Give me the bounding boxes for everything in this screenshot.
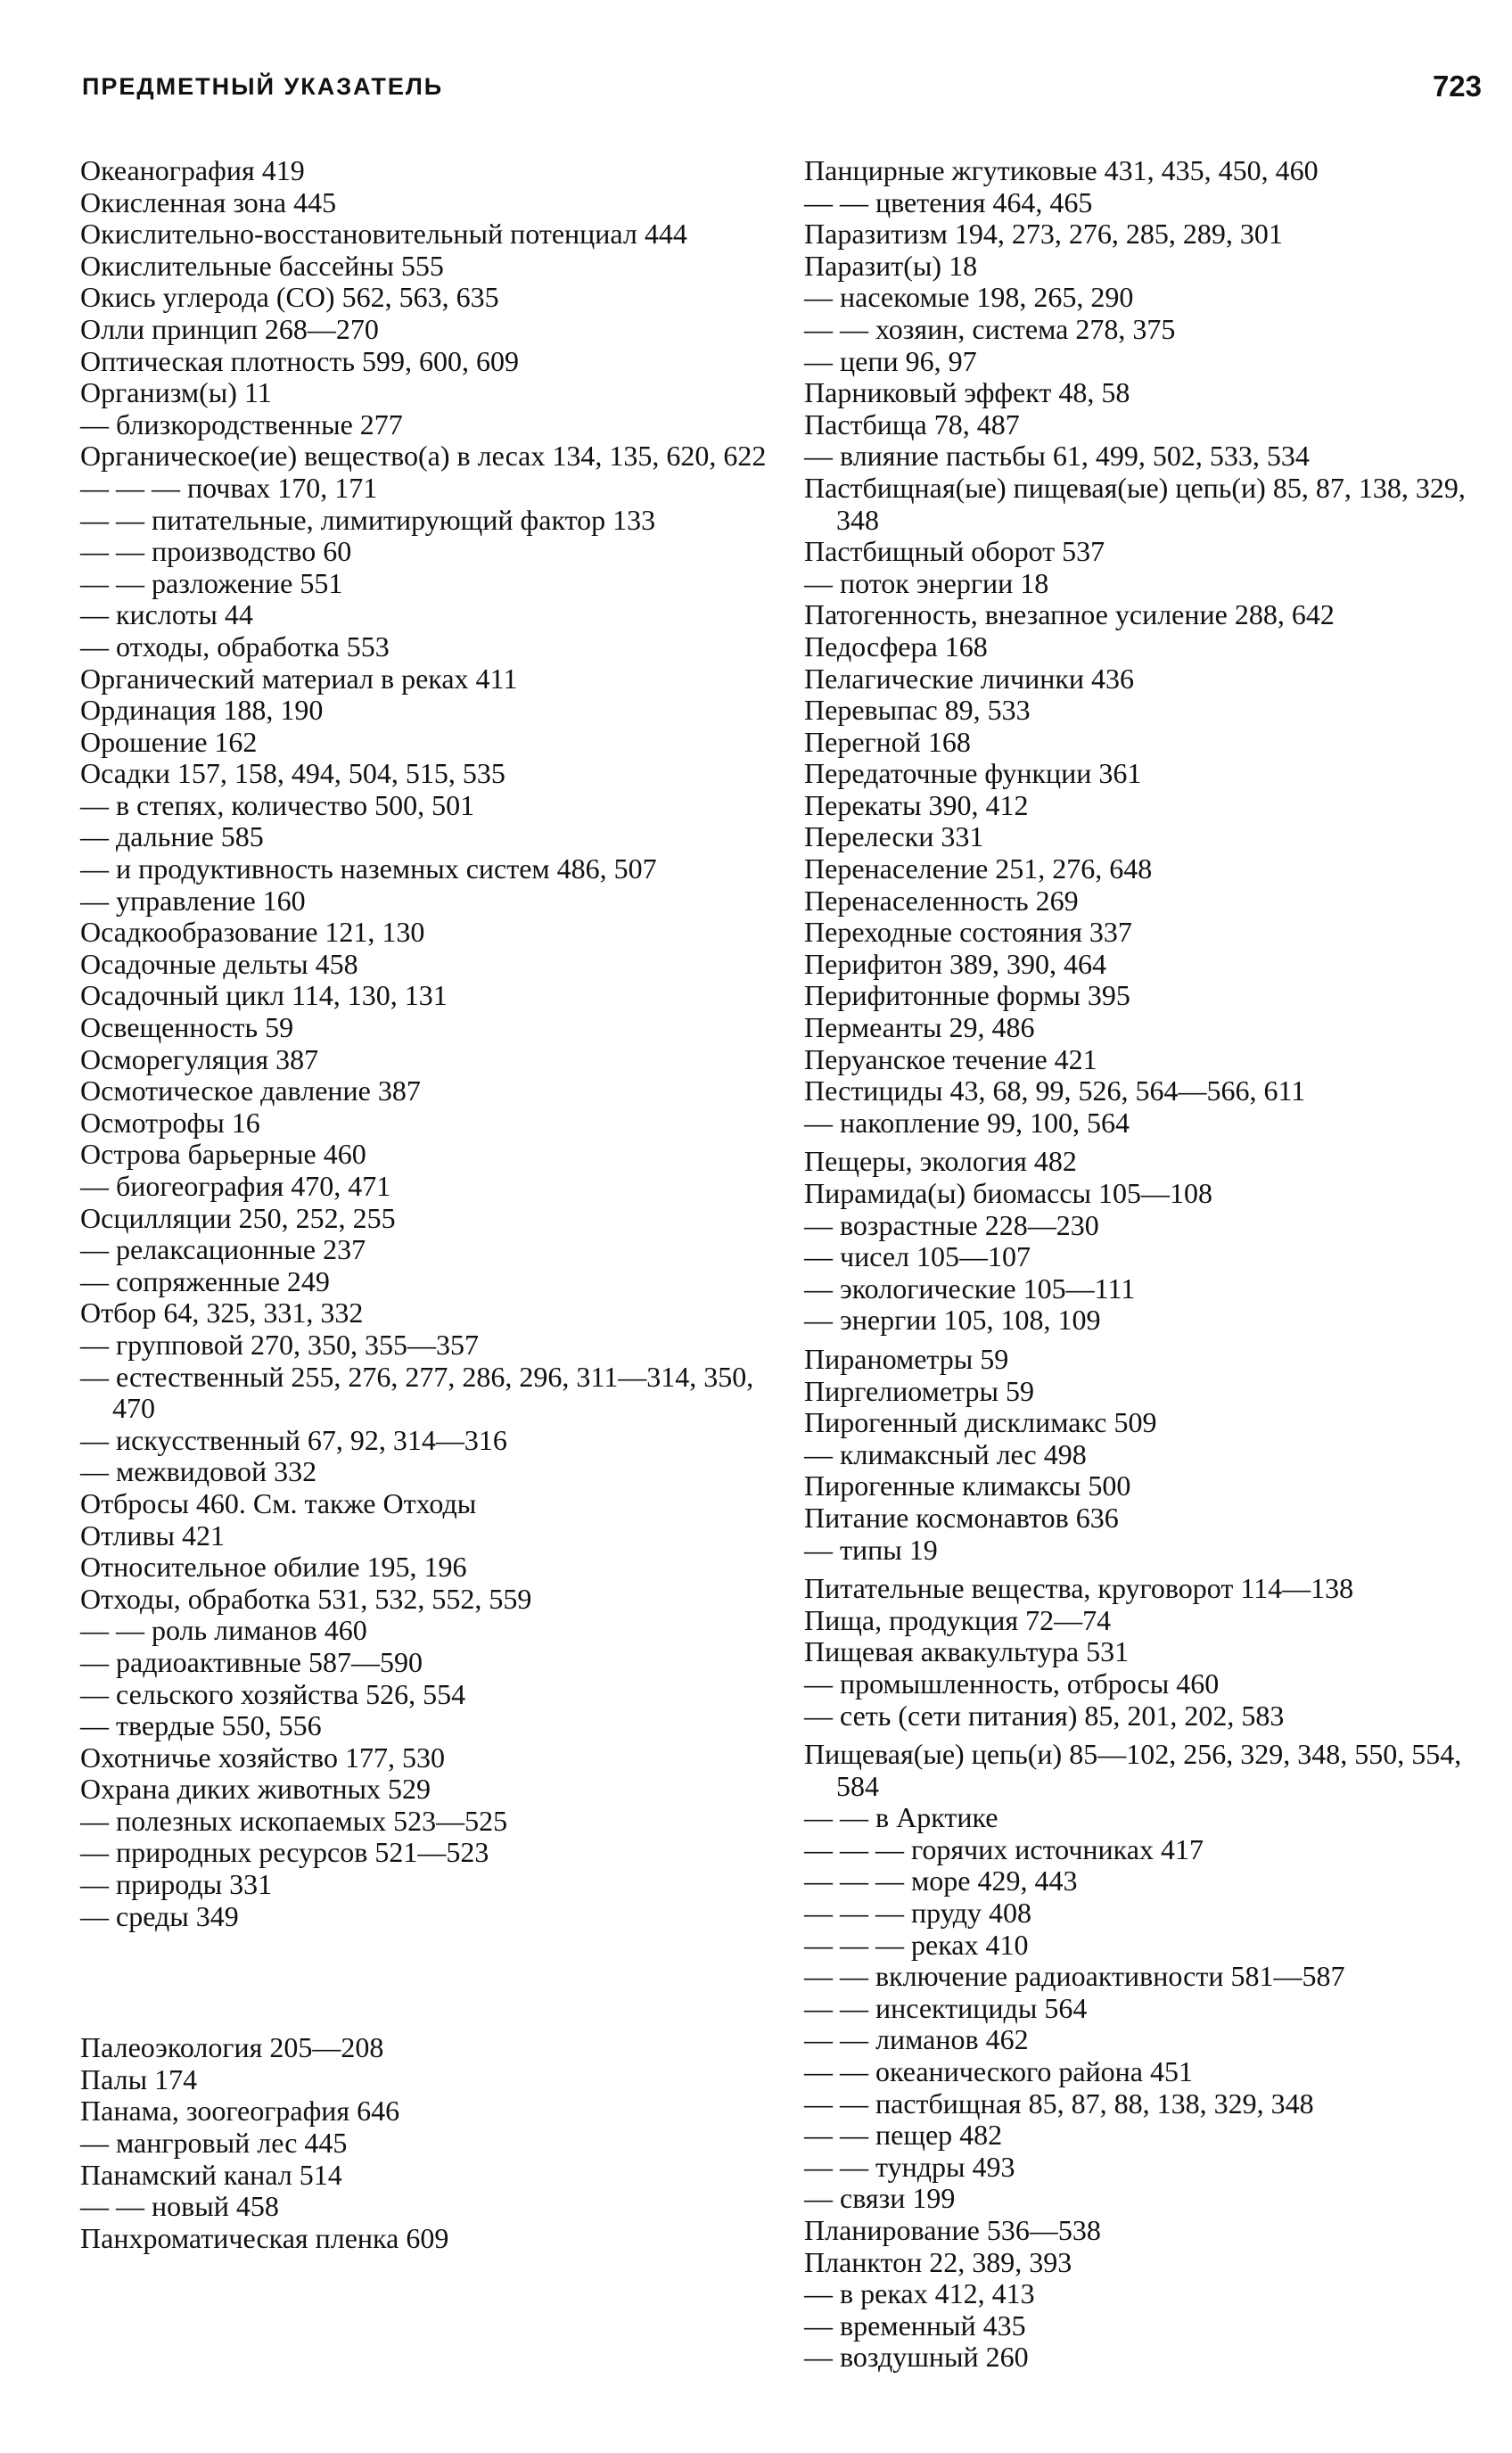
index-entry: — сеть (сети питания) 85, 201, 202, 583 <box>804 1699 1285 1732</box>
index-entry: Патогенность, внезапное усиление 288, 642 <box>804 598 1335 631</box>
index-entry: Относительное обилие 195, 196 <box>80 1551 467 1584</box>
index-entry: Окисленная зона 445 <box>80 185 337 218</box>
index-entry: — поток энергии 18 <box>804 566 1049 599</box>
index-entry: — природных ресурсов 521—523 <box>80 1836 489 1869</box>
index-entry: — радиоактивные 587—590 <box>80 1645 423 1678</box>
index-entry: — воздушный 260 <box>804 2341 1029 2374</box>
index-entry: — — пещер 482 <box>804 2119 1003 2152</box>
section-gap <box>80 1932 767 1982</box>
index-entry: — в степях, количество 500, 501 <box>80 788 475 821</box>
index-entry: — — инсектициды 564 <box>804 1991 1088 2024</box>
index-entry: — — пастбищная 85, 87, 88, 138, 329, 348 <box>804 2087 1314 2120</box>
index-entry: — — роль лиманов 460 <box>80 1614 367 1647</box>
index-entry: — — разложение 551 <box>80 566 343 599</box>
index-entry: — искусственный 67, 92, 314—316 <box>80 1423 507 1456</box>
index-entry: — — питательные, лимитирующий фактор 133 <box>80 503 656 536</box>
index-entry: Панцирные жгутиковые 431, 435, 450, 460 <box>804 154 1319 186</box>
index-entry: Пища, продукция 72—74 <box>804 1603 1112 1636</box>
index-entry: Отходы, обработка 531, 532, 552, 559 <box>80 1582 532 1615</box>
page-header <box>82 70 1482 118</box>
index-entry: — естественный 255, 276, 277, 286, 296, 311—314, 350, 470 <box>80 1360 754 1425</box>
index-entry: — — — почвах 170, 171 <box>80 471 378 504</box>
index-entry: Осадочный цикл 114, 130, 131 <box>80 979 448 1012</box>
index-entry: Олли принцип 268—270 <box>80 312 379 345</box>
index-entry: Пастбища 78, 487 <box>804 407 1020 440</box>
index-entry: — кислоты 44 <box>80 598 253 631</box>
index-entry: Перенаселение 251, 276, 648 <box>804 852 1153 885</box>
index-entry: Осмотическое давление 387 <box>80 1074 421 1107</box>
index-entry: — — новый 458 <box>80 2190 279 2223</box>
index-entry: — биогеография 470, 471 <box>80 1170 391 1202</box>
index-entry: Перифитон 389, 390, 464 <box>804 947 1106 980</box>
index-entry: Паразит(ы) 18 <box>804 249 978 282</box>
index-entry: Осадки 157, 158, 494, 504, 515, 535 <box>80 757 505 790</box>
index-entry: — промышленность, отбросы 460 <box>804 1667 1220 1700</box>
index-entry: Оптическая плотность 599, 600, 609 <box>80 344 519 377</box>
index-entry: Окись углерода (CO) 562, 563, 635 <box>80 281 499 314</box>
index-entry: — чисел 105—107 <box>804 1240 1031 1273</box>
index-entry: Осадочные дельты 458 <box>80 947 358 980</box>
index-entry: — — — пруду 408 <box>804 1897 1031 1930</box>
index-entry: Планирование 536—538 <box>804 2214 1101 2246</box>
index-entry: Перегной 168 <box>804 725 971 758</box>
index-entry: — — — море 429, 443 <box>804 1864 1078 1897</box>
index-entry: — сопряженные 249 <box>80 1264 330 1297</box>
right-entries-group-a <box>804 155 1482 1139</box>
index-entry: — накопление 99, 100, 564 <box>804 1106 1130 1139</box>
index-entry: Отбор 64, 325, 331, 332 <box>80 1296 364 1329</box>
index-entry: Пелагические личинки 436 <box>804 662 1135 695</box>
index-entry: Пищевая(ые) цепь(и) 85—102, 256, 329, 348, 550, 554, 584 <box>804 1738 1462 1802</box>
index-entry: — сельского хозяйства 526, 554 <box>80 1677 466 1710</box>
index-entry: Окислительно-восстановительный потенциал 444 <box>80 218 687 251</box>
index-entry: — в реках 412, 413 <box>804 2277 1035 2310</box>
index-entry: Пирогенный дисклимакс 509 <box>804 1406 1157 1439</box>
index-entry: Осмотрофы 16 <box>80 1106 260 1139</box>
index-entry: Педосфера 168 <box>804 630 988 663</box>
index-entry: Пирогенные климаксы 500 <box>804 1469 1131 1502</box>
index-entry: Осцилляции 250, 252, 255 <box>80 1201 396 1234</box>
index-entry: Палеоэкология 205—208 <box>80 2031 384 2064</box>
index-entry: Охрана диких животных 529 <box>80 1773 431 1806</box>
index-entry: Парниковый эффект 48, 58 <box>804 376 1130 409</box>
index-entry: Органическое(ие) вещество(а) в лесах 134, 135, 620, 622 <box>80 440 767 473</box>
index-entry: — среды 349 <box>80 1899 239 1932</box>
index-entry: Освещенность 59 <box>80 1011 294 1044</box>
index-entry: — дальние 585 <box>80 820 264 853</box>
index-entry: — — — горячих источниках 417 <box>804 1832 1204 1865</box>
index-entry: Пиргелиометры 59 <box>804 1374 1034 1407</box>
section-gap <box>80 1982 767 2032</box>
index-entry: Перекаты 390, 412 <box>804 788 1029 821</box>
index-entry: — насекомые 198, 265, 290 <box>804 281 1134 314</box>
index-entry: — полезных ископаемых 523—525 <box>80 1804 508 1837</box>
index-entry: Пестициды 43, 68, 99, 526, 564—566, 611 <box>804 1074 1306 1107</box>
index-entry: Пирамида(ы) биомассы 105—108 <box>804 1177 1213 1209</box>
index-entry: — мангровый лес 445 <box>80 2127 348 2160</box>
running-title: ПРЕДМЕТНЫЙ УКАЗАТЕЛЬ <box>82 73 444 100</box>
index-entry: Перифитонные формы 395 <box>804 979 1130 1012</box>
index-entry: — типы 19 <box>804 1533 938 1566</box>
index-entry: — — в Арктике <box>804 1801 998 1834</box>
index-entry: — управление 160 <box>80 884 306 917</box>
index-entry: — — производство 60 <box>80 535 352 568</box>
index-entry: Окислительные бассейны 555 <box>80 249 444 282</box>
index-entry: Отливы 421 <box>80 1519 225 1552</box>
index-entry: Перенаселенность 269 <box>804 884 1079 917</box>
index-entry: — твердые 550, 556 <box>80 1709 322 1742</box>
index-entry: — и продуктивность наземных систем 486, 507 <box>80 852 657 885</box>
index-entry: Пастбищный оборот 537 <box>804 535 1105 568</box>
index-entry: — групповой 270, 350, 355—357 <box>80 1328 479 1361</box>
index-entry: Орошение 162 <box>80 725 258 758</box>
index-entry: — — цветения 464, 465 <box>804 185 1093 218</box>
index-entry: — временный 435 <box>804 2309 1026 2342</box>
right-entries-group-c <box>804 1344 1482 1566</box>
index-entry: — влияние пастьбы 61, 499, 502, 533, 534 <box>804 440 1310 473</box>
index-entry: Панамский канал 514 <box>80 2158 342 2191</box>
left-index-column <box>80 155 767 2254</box>
index-entry: — — океанического района 451 <box>804 2055 1193 2088</box>
index-entry: Переходные состояния 337 <box>804 916 1132 949</box>
right-entries-group-d <box>804 1573 1482 1732</box>
index-entry: — релаксационные 237 <box>80 1233 366 1266</box>
index-entry: — экологические 105—111 <box>804 1272 1136 1305</box>
index-entry: Органический материал в реках 411 <box>80 662 518 695</box>
index-entry: — возрастные 228—230 <box>804 1208 1099 1241</box>
index-entry: Пищевая аквакультура 531 <box>804 1635 1130 1668</box>
index-entry: Планктон 22, 389, 393 <box>804 2245 1072 2278</box>
index-entry: Пещеры, экология 482 <box>804 1145 1077 1178</box>
index-entry: Осадкообразование 121, 130 <box>80 916 425 949</box>
index-entry: Палы 174 <box>80 2062 198 2095</box>
index-entry: — — включение радиоактивности 581—587 <box>804 1960 1345 1993</box>
index-entry: Осморегуляция 387 <box>80 1042 319 1075</box>
index-entry: Панама, зоогеография 646 <box>80 2095 400 2128</box>
index-entry: Питание космонавтов 636 <box>804 1501 1119 1534</box>
index-entry: — близкородственные 277 <box>80 407 403 440</box>
index-entry: — — тундры 493 <box>804 2150 1015 2183</box>
right-entries-group-e <box>804 1739 1482 2374</box>
left-entries-group-a <box>80 155 767 1932</box>
index-entry: — — — реках 410 <box>804 1928 1029 1961</box>
index-entry: — климаксный лес 498 <box>804 1437 1087 1470</box>
index-entry: Ординация 188, 190 <box>80 694 324 727</box>
index-entry: Организм(ы) 11 <box>80 376 272 409</box>
index-entry: Океанография 419 <box>80 154 305 186</box>
index-entry: — отходы, обработка 553 <box>80 630 390 663</box>
index-entry: Пермеанты 29, 486 <box>804 1011 1035 1044</box>
index-entry: — энергии 105, 108, 109 <box>804 1304 1101 1337</box>
index-entry: Охотничье хозяйство 177, 530 <box>80 1741 445 1774</box>
index-entry: Передаточные функции 361 <box>804 757 1142 790</box>
index-entry: Панхроматическая пленка 609 <box>80 2221 449 2254</box>
index-entry: — — лиманов 462 <box>804 2023 1029 2056</box>
index-entry: — межвидовой 332 <box>80 1455 317 1488</box>
index-entry: — — хозяин, система 278, 375 <box>804 312 1176 345</box>
right-index-column <box>804 155 1482 2374</box>
index-entry: — природы 331 <box>80 1868 273 1901</box>
index-entry: Пиранометры 59 <box>804 1342 1009 1375</box>
index-entry: Паразитизм 194, 273, 276, 285, 289, 301 <box>804 218 1283 251</box>
page-number: 723 <box>1432 70 1482 103</box>
index-entry: Перелески 331 <box>804 820 984 853</box>
index-entry: Отбросы 460. См. также Отходы <box>80 1486 477 1519</box>
index-entry: Пастбищная(ые) пищевая(ые) цепь(и) 85, 87, 138, 329, 348 <box>804 471 1466 536</box>
index-entry: Перевыпас 89, 533 <box>804 694 1031 727</box>
right-entries-group-b <box>804 1146 1482 1337</box>
index-entry: — цепи 96, 97 <box>804 344 977 377</box>
left-entries-group-b <box>80 2032 767 2254</box>
index-entry: Питательные вещества, круговорот 114—138 <box>804 1572 1354 1605</box>
index-entry: — связи 199 <box>804 2182 956 2215</box>
index-entry: Острова барьерные 460 <box>80 1138 366 1171</box>
index-entry: Перуанское течение 421 <box>804 1042 1097 1075</box>
